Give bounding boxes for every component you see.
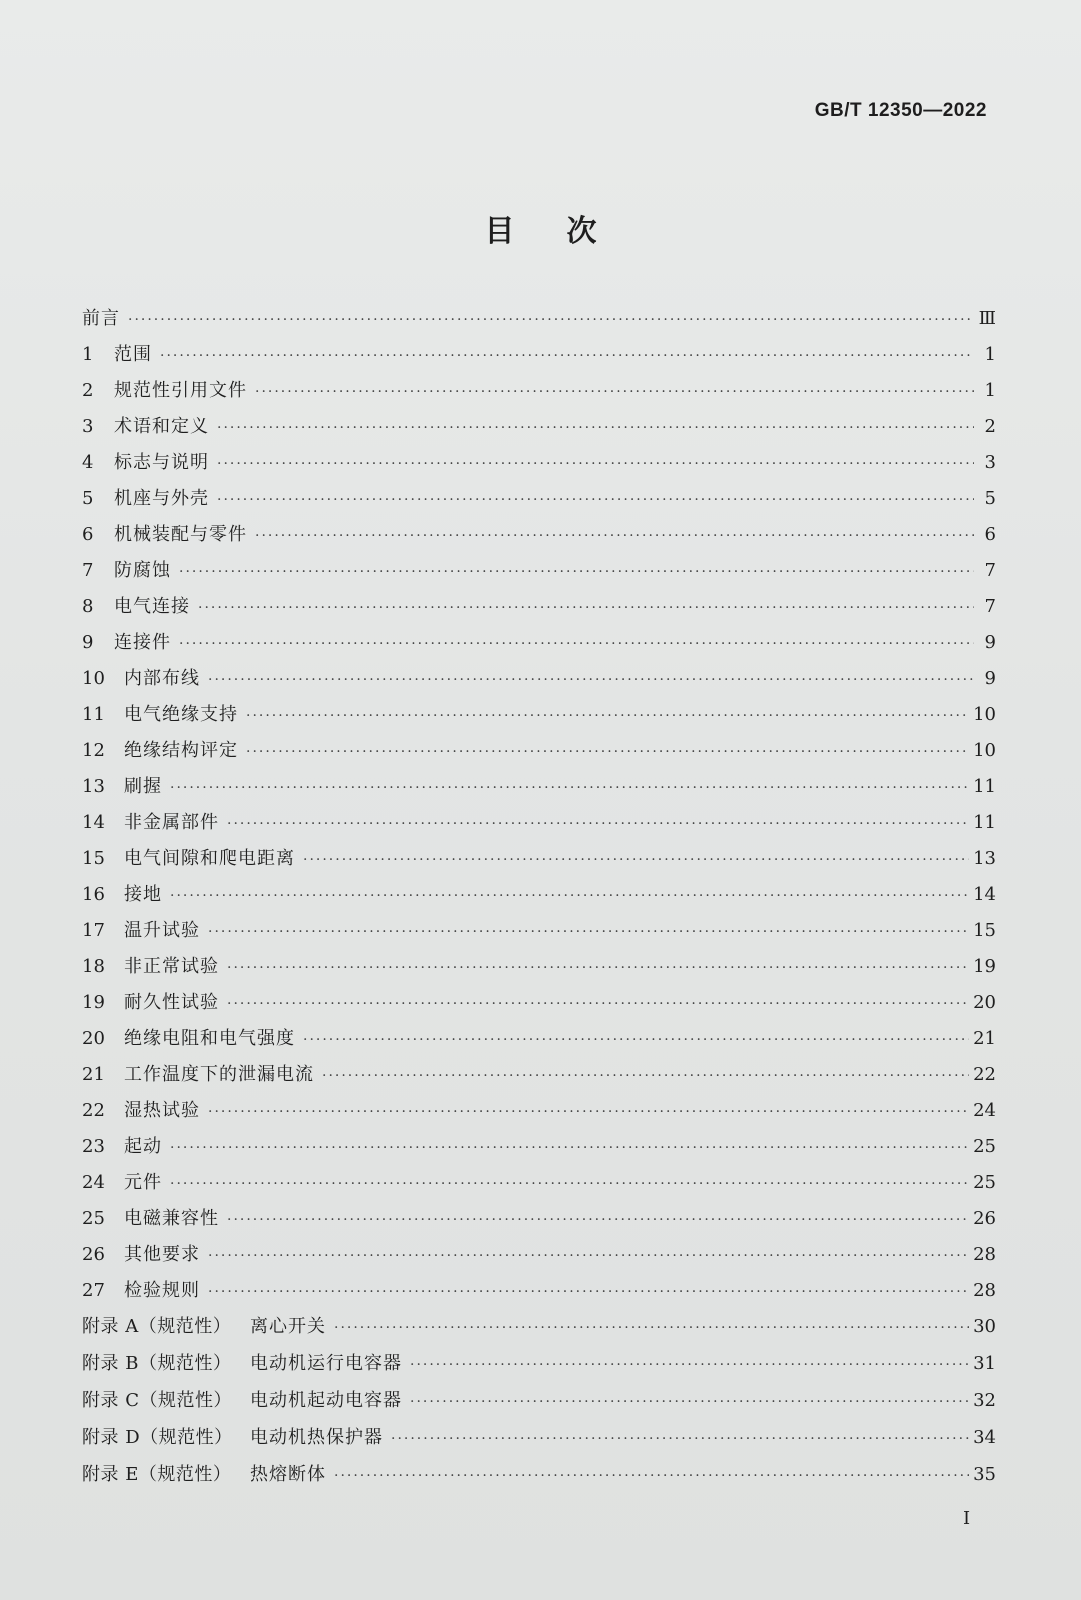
toc-entry-label: 检验规则 — [124, 1280, 200, 1301]
toc-entry-number: 5 — [82, 488, 94, 509]
leader-dots — [255, 384, 974, 400]
toc-appendix-entry[interactable] — [82, 1423, 996, 1460]
toc-page-number: 3 — [984, 452, 996, 473]
toc-page-number: 7 — [984, 596, 996, 617]
toc-page-number: 30 — [973, 1316, 996, 1337]
leader-dots — [208, 924, 969, 940]
toc-entry[interactable] — [82, 808, 996, 844]
toc-appendix-entry[interactable] — [82, 1312, 996, 1349]
toc-page-number: 13 — [973, 848, 996, 869]
toc-entry-label: 工作温度下的泄漏电流 — [124, 1064, 314, 1085]
toc-entry-number: 25 — [82, 1208, 105, 1229]
toc-entry-label: 接地 — [124, 884, 162, 905]
leader-dots — [255, 528, 974, 544]
toc-entry-label: 电气连接 — [114, 596, 190, 617]
toc-entry-label: 标志与说明 — [114, 452, 209, 473]
toc-entry-label: 电动机热保护器 — [250, 1427, 383, 1448]
toc-entry[interactable] — [82, 736, 996, 772]
toc-entry-number: 1 — [82, 344, 94, 365]
toc-page-number: 1 — [984, 380, 996, 401]
toc-entry[interactable] — [82, 340, 996, 376]
toc-entry-label: 连接件 — [114, 632, 171, 653]
toc-page-number: 35 — [973, 1464, 996, 1485]
appendix-heading: 附录 E（规范性） — [82, 1464, 232, 1485]
toc-entry-label: 电磁兼容性 — [124, 1208, 219, 1229]
leader-dots — [208, 672, 974, 688]
toc-page-number: 25 — [973, 1136, 996, 1157]
leader-dots — [227, 996, 969, 1012]
toc-page-number: 15 — [973, 920, 996, 941]
leader-dots — [208, 1104, 969, 1120]
toc-entry-label: 离心开关 — [250, 1316, 326, 1337]
toc-entry-label: 绝缘结构评定 — [124, 740, 238, 761]
leader-dots — [208, 1248, 969, 1264]
toc-entry[interactable] — [82, 916, 996, 952]
toc-entry-number: 22 — [82, 1100, 105, 1121]
toc-entry[interactable] — [82, 484, 996, 520]
toc-entry-label: 温升试验 — [124, 920, 200, 941]
toc-entry-label: 机座与外壳 — [114, 488, 209, 509]
toc-entry[interactable] — [82, 880, 996, 916]
toc-entry-label: 湿热试验 — [124, 1100, 200, 1121]
leader-dots — [227, 1212, 969, 1228]
toc-entry[interactable] — [82, 592, 996, 628]
toc-entry-label: 非金属部件 — [124, 812, 219, 833]
toc-entry[interactable] — [82, 556, 996, 592]
page-title: 目次 — [484, 214, 649, 249]
toc-entry-label: 元件 — [124, 1172, 162, 1193]
toc-entry-label: 机械装配与零件 — [114, 524, 247, 545]
toc-entry-number: 26 — [82, 1244, 105, 1265]
toc-page-number: 32 — [973, 1390, 996, 1411]
toc-entry[interactable] — [82, 988, 996, 1024]
toc-page-number: 28 — [973, 1280, 996, 1301]
toc-entry[interactable] — [82, 664, 996, 700]
leader-dots — [208, 1284, 969, 1300]
toc-entry-number: 2 — [82, 380, 94, 401]
toc-entry-label: 非正常试验 — [124, 956, 219, 977]
toc-page-number: 20 — [973, 992, 996, 1013]
leader-dots — [391, 1431, 969, 1447]
toc-entry-number: 13 — [82, 776, 105, 797]
toc-entry[interactable] — [82, 520, 996, 556]
toc-entry[interactable] — [82, 844, 996, 880]
toc-entry[interactable] — [82, 1060, 996, 1096]
toc-page-number: 1 — [984, 344, 996, 365]
toc-entry[interactable] — [82, 628, 996, 664]
toc-entry-number: 11 — [82, 704, 105, 725]
toc-page-number: 14 — [973, 884, 996, 905]
leader-dots — [179, 636, 974, 652]
leader-dots — [217, 492, 974, 508]
toc-entry-number: 7 — [82, 560, 94, 581]
toc-page-number: 10 — [973, 740, 996, 761]
toc-entry-number: 10 — [82, 668, 105, 689]
toc-page-number: 22 — [973, 1064, 996, 1085]
appendix-heading: 附录 B（规范性） — [82, 1353, 232, 1374]
toc-entry-number: 8 — [82, 596, 94, 617]
leader-dots — [246, 744, 969, 760]
leader-dots — [170, 888, 969, 904]
toc-entry-label: 刷握 — [124, 776, 162, 797]
leader-dots — [410, 1357, 969, 1373]
toc-appendix-entry[interactable] — [82, 1349, 996, 1386]
toc-page-number: 25 — [973, 1172, 996, 1193]
toc-entry[interactable] — [82, 412, 996, 448]
toc-page-number: 9 — [984, 632, 996, 653]
page-number: I — [963, 1508, 971, 1529]
leader-dots — [170, 780, 969, 796]
toc-entry-number: 3 — [82, 416, 94, 437]
toc-page-number: 10 — [973, 704, 996, 725]
leader-dots — [246, 708, 969, 724]
toc-appendix-entry[interactable] — [82, 1386, 996, 1423]
toc-page-number: Ⅲ — [978, 308, 996, 329]
toc-page-number: 11 — [973, 812, 996, 833]
toc-entry-label: 电动机运行电容器 — [250, 1353, 402, 1374]
toc-page-number: 24 — [973, 1100, 996, 1121]
toc-entry-label: 电动机起动电容器 — [250, 1390, 402, 1411]
toc-entry[interactable] — [82, 1204, 996, 1240]
leader-dots — [303, 852, 969, 868]
leader-dots — [170, 1140, 969, 1156]
toc-entry[interactable] — [82, 1024, 996, 1060]
toc-entry-number: 16 — [82, 884, 105, 905]
leader-dots — [160, 348, 974, 364]
toc-page-number: 2 — [984, 416, 996, 437]
toc-entry-number: 6 — [82, 524, 94, 545]
toc-page-number: 19 — [973, 956, 996, 977]
toc-entry[interactable] — [82, 1276, 996, 1312]
toc-entry-label: 前言 — [82, 308, 120, 329]
leader-dots — [227, 816, 969, 832]
toc-entry-label: 电气间隙和爬电距离 — [124, 848, 295, 869]
leader-dots — [410, 1394, 969, 1410]
toc-entry[interactable] — [82, 1168, 996, 1204]
toc-entry-number: 27 — [82, 1280, 105, 1301]
toc-entry-number: 4 — [82, 452, 94, 473]
toc-page-number: 28 — [973, 1244, 996, 1265]
leader-dots — [217, 420, 974, 436]
toc-entry-label: 防腐蚀 — [114, 560, 171, 581]
toc-entry-label: 其他要求 — [124, 1244, 200, 1265]
toc-entry-label: 术语和定义 — [114, 416, 209, 437]
toc-appendix-entry[interactable] — [82, 1460, 996, 1497]
toc-entry-label: 规范性引用文件 — [114, 380, 247, 401]
toc-entry[interactable] — [82, 1096, 996, 1132]
toc-entry-number: 12 — [82, 740, 105, 761]
toc-page-number: 31 — [973, 1353, 996, 1374]
toc-entry[interactable] — [82, 1132, 996, 1168]
toc-page-number: 11 — [973, 776, 996, 797]
leader-dots — [128, 312, 974, 328]
leader-dots — [198, 600, 974, 616]
toc-entry[interactable] — [82, 448, 996, 484]
toc-entry[interactable] — [82, 952, 996, 988]
toc-entry-label: 起动 — [124, 1136, 162, 1157]
toc-page-number: 9 — [984, 668, 996, 689]
toc-entry-label: 耐久性试验 — [124, 992, 219, 1013]
toc-entry-number: 24 — [82, 1172, 105, 1193]
leader-dots — [322, 1068, 969, 1084]
leader-dots — [179, 564, 974, 580]
toc-page-number: 5 — [984, 488, 996, 509]
toc-entry-number: 9 — [82, 632, 94, 653]
toc-entry-number: 14 — [82, 812, 105, 833]
standard-code: GB/T 12350—2022 — [814, 100, 987, 121]
toc-entry-number: 18 — [82, 956, 105, 977]
toc-entry-number: 15 — [82, 848, 105, 869]
leader-dots — [334, 1320, 969, 1336]
appendix-heading: 附录 C（规范性） — [82, 1390, 232, 1411]
toc-page-number: 21 — [973, 1028, 996, 1049]
toc-entry-label: 绝缘电阻和电气强度 — [124, 1028, 295, 1049]
toc-entry-foreword[interactable] — [82, 304, 996, 340]
toc-entry[interactable] — [82, 772, 996, 808]
leader-dots — [227, 960, 969, 976]
leader-dots — [303, 1032, 969, 1048]
toc-entry[interactable] — [82, 376, 996, 412]
toc-page-number: 34 — [973, 1427, 996, 1448]
toc-entry-label: 范围 — [114, 344, 152, 365]
toc-entry[interactable] — [82, 700, 996, 736]
leader-dots — [170, 1176, 969, 1192]
toc-page-number: 26 — [973, 1208, 996, 1229]
leader-dots — [334, 1468, 969, 1484]
toc-entry-number: 23 — [82, 1136, 105, 1157]
toc-entry[interactable] — [82, 1240, 996, 1276]
toc-page-number: 6 — [984, 524, 996, 545]
toc-entry-number: 17 — [82, 920, 105, 941]
toc-entry-number: 20 — [82, 1028, 105, 1049]
toc-page-number: 7 — [984, 560, 996, 581]
toc-entry-number: 19 — [82, 992, 105, 1013]
leader-dots — [217, 456, 974, 472]
table-of-contents — [82, 304, 996, 1497]
toc-entry-label: 内部布线 — [124, 668, 200, 689]
appendix-heading: 附录 D（规范性） — [82, 1427, 233, 1448]
appendix-heading: 附录 A（规范性） — [82, 1316, 232, 1337]
toc-entry-number: 21 — [82, 1064, 105, 1085]
toc-entry-label: 热熔断体 — [250, 1464, 326, 1485]
toc-entry-label: 电气绝缘支持 — [124, 704, 238, 725]
